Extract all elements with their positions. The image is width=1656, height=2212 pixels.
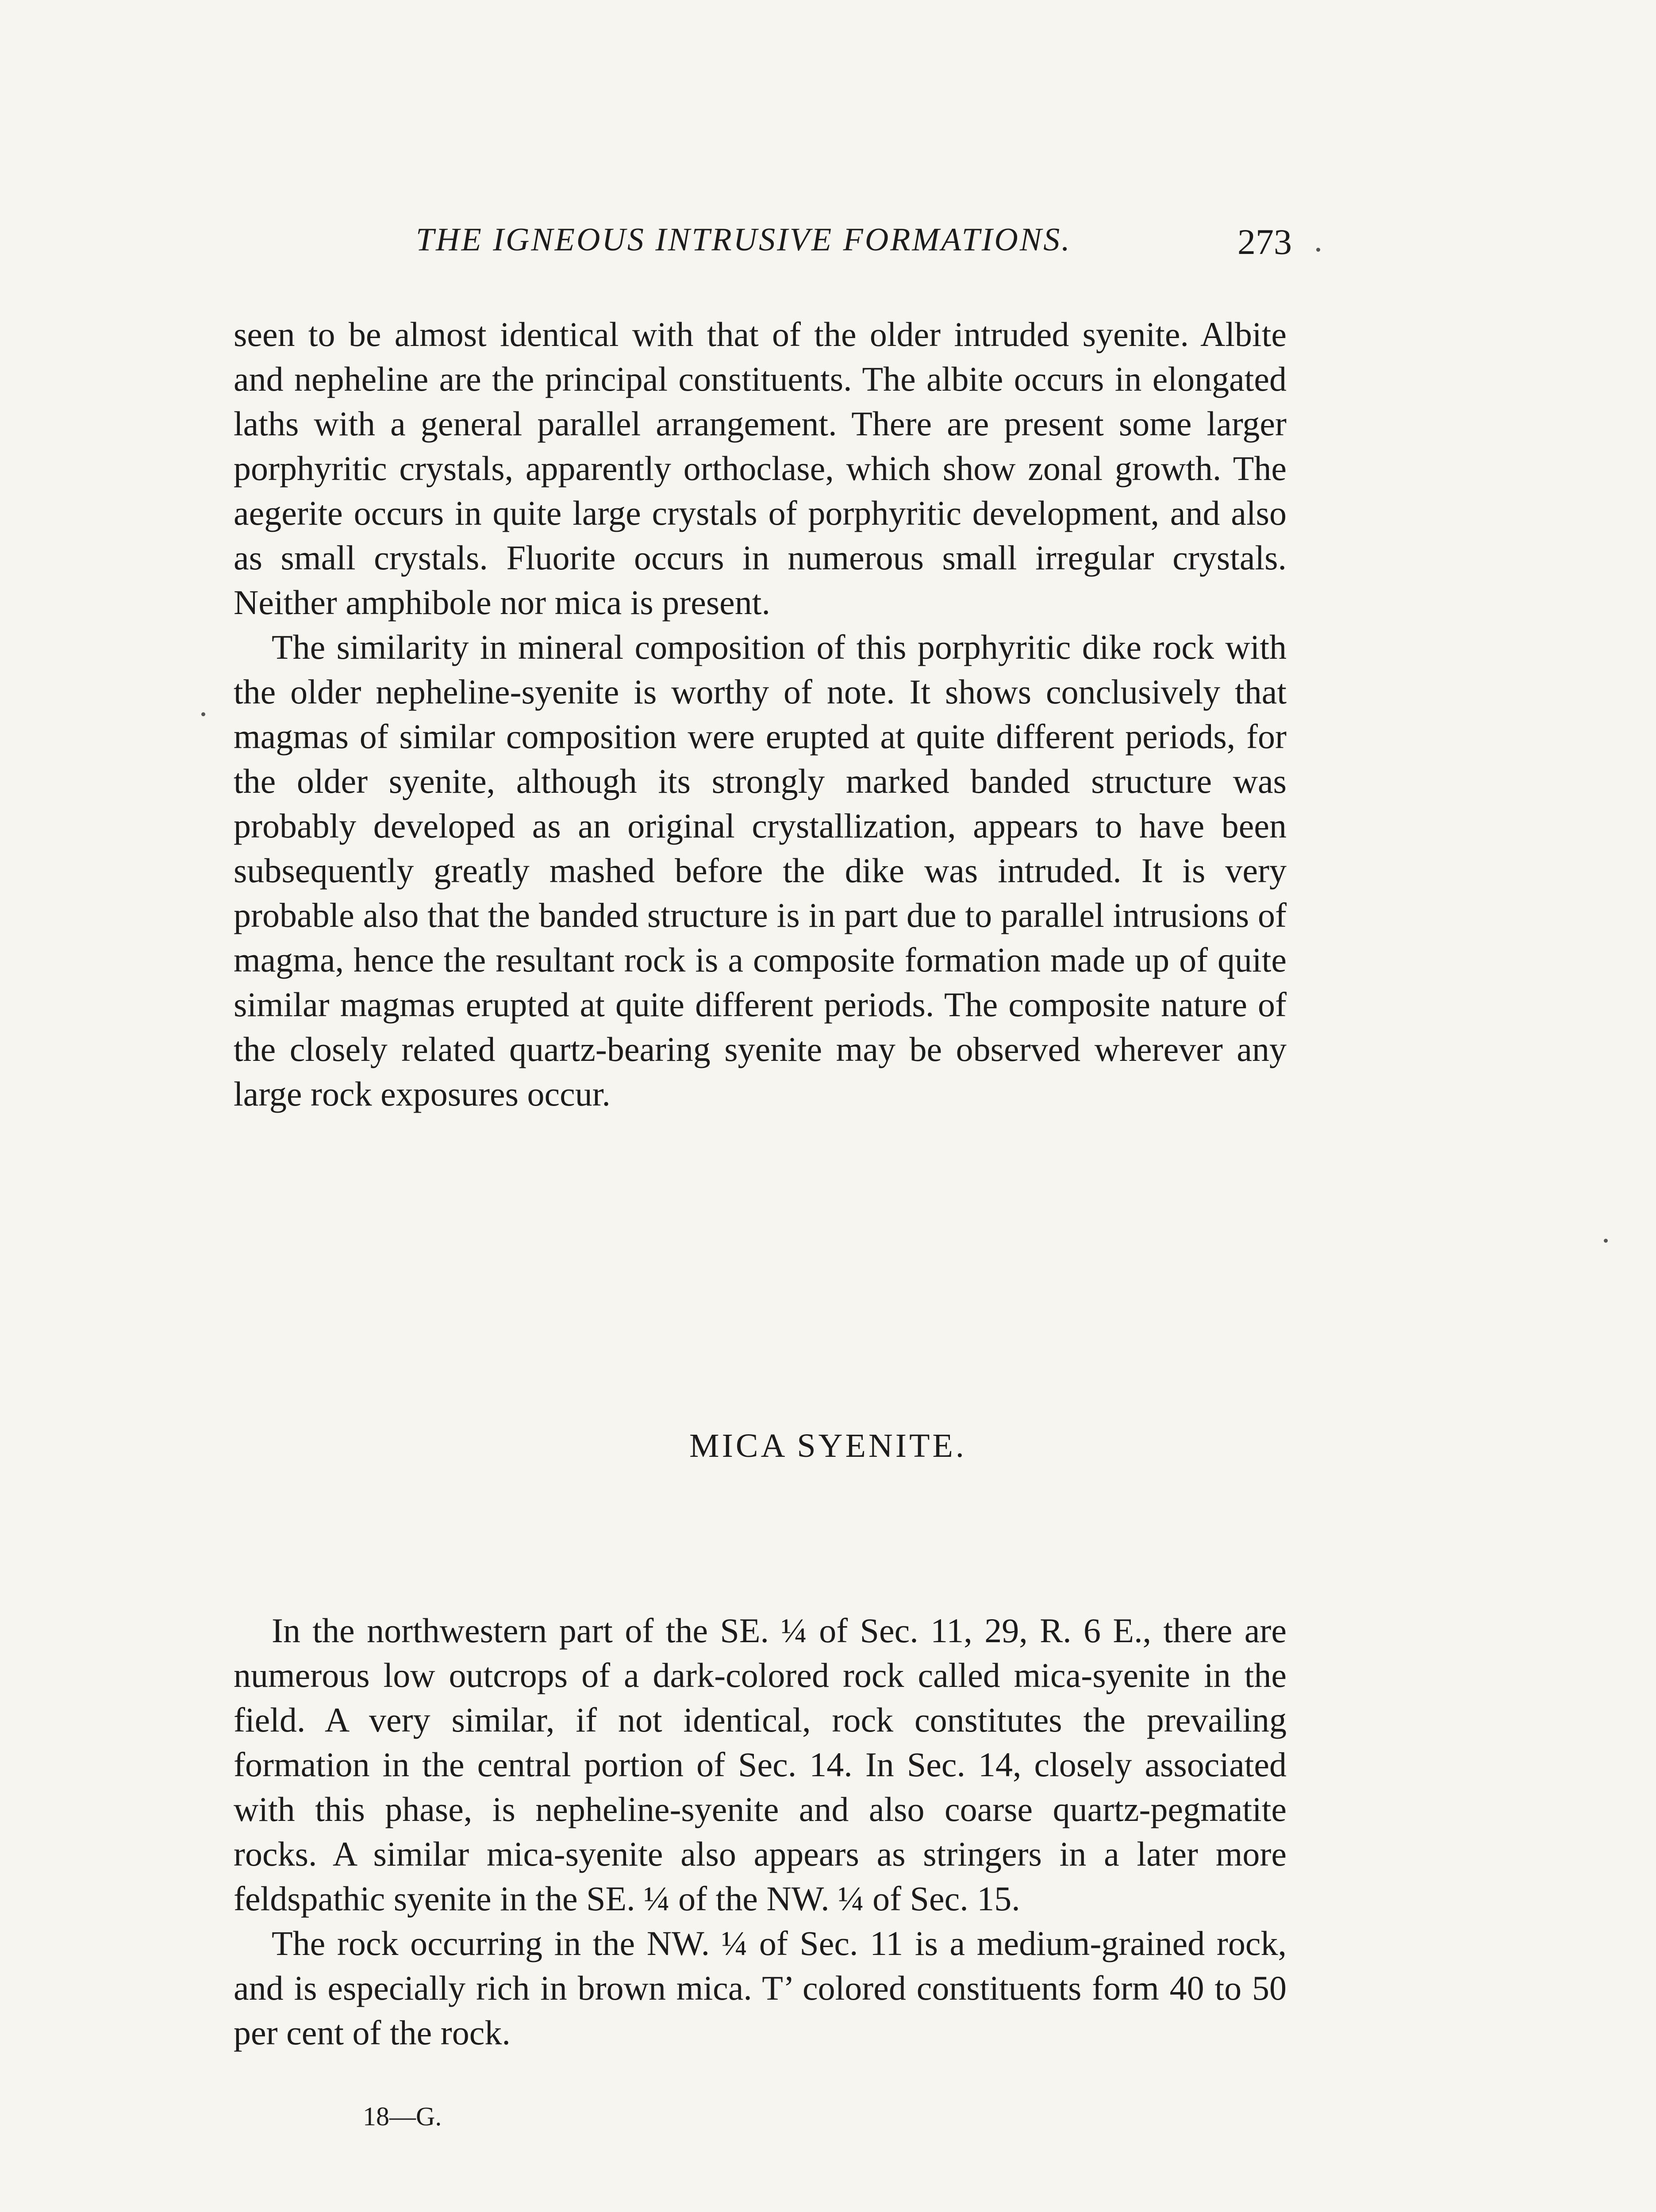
paragraph-rock-occurring: The rock occurring in the NW. ¼ of Sec. 11 is a medium-grained rock, and is especially rich in brown mica. T’ colored constituents form 40 to 50 per cent of the rock. (234, 1924, 1287, 2052)
page-number: 273 (1237, 222, 1292, 262)
paper-speck (201, 712, 205, 716)
signature-mark: 18—G. (363, 2102, 442, 2131)
section-heading: MICA SYENITE. (689, 1427, 967, 1464)
body-text-upper (234, 312, 1287, 1116)
paragraph-continuation: seen to be almost identical with that of the older intruded syenite. Albite and nepheline are the principal constituents. The albite occurs in elongated laths with a general parallel arrangement. There are present some larger porphyritic crystals, apparently orthoclase, which show zonal growth. The aegerite occurs in quite large crystals of porphyritic development, and also as small crystals. Fluorite occurs in numerous small irregular crystals. Neither amphibole nor mica is present. (234, 315, 1287, 622)
running-title: THE IGNEOUS INTRUSIVE FORMATIONS. (416, 222, 1072, 258)
body-text-lower (234, 1608, 1287, 2055)
running-head (230, 221, 1292, 270)
paragraph-northwestern: In the northwestern part of the SE. ¼ of Sec. 11, 29, R. 6 E., there are numerous low outcrops of a dark-colored rock called mica-syenite in the field. A very similar, if not identical, rock constitutes the prevailing formation in the central portion of Sec. 14. In Sec. 14, closely associated with this phase, is nepheline-syenite and also coarse quartz-pegmatite rocks. A similar mica-syenite also appears as stringers in a later more feldspathic syenite in the SE. ¼ of the NW. ¼ of Sec. 15. (234, 1611, 1287, 1918)
paper-speck (1316, 248, 1320, 252)
paragraph-similarity: The similarity in mineral composition of this porphyritic dike rock with the older nepheline-syenite is worthy of note. It shows conclusively that magmas of similar composition were erupted at quite different periods, for the older syenite, although its strongly marked banded structure was probably developed as an original crystallization, appears to have been subsequently greatly mashed before the dike was intruded. It is very probable also that the banded structure is in part due to parallel intrusions of magma, hence the resultant rock is a composite formation made up of quite similar magmas erupted at quite different periods. The composite nature of the closely related quartz-bearing syenite may be observed wherever any large rock exposures occur. (234, 628, 1287, 1113)
paper-speck (1604, 1239, 1608, 1243)
